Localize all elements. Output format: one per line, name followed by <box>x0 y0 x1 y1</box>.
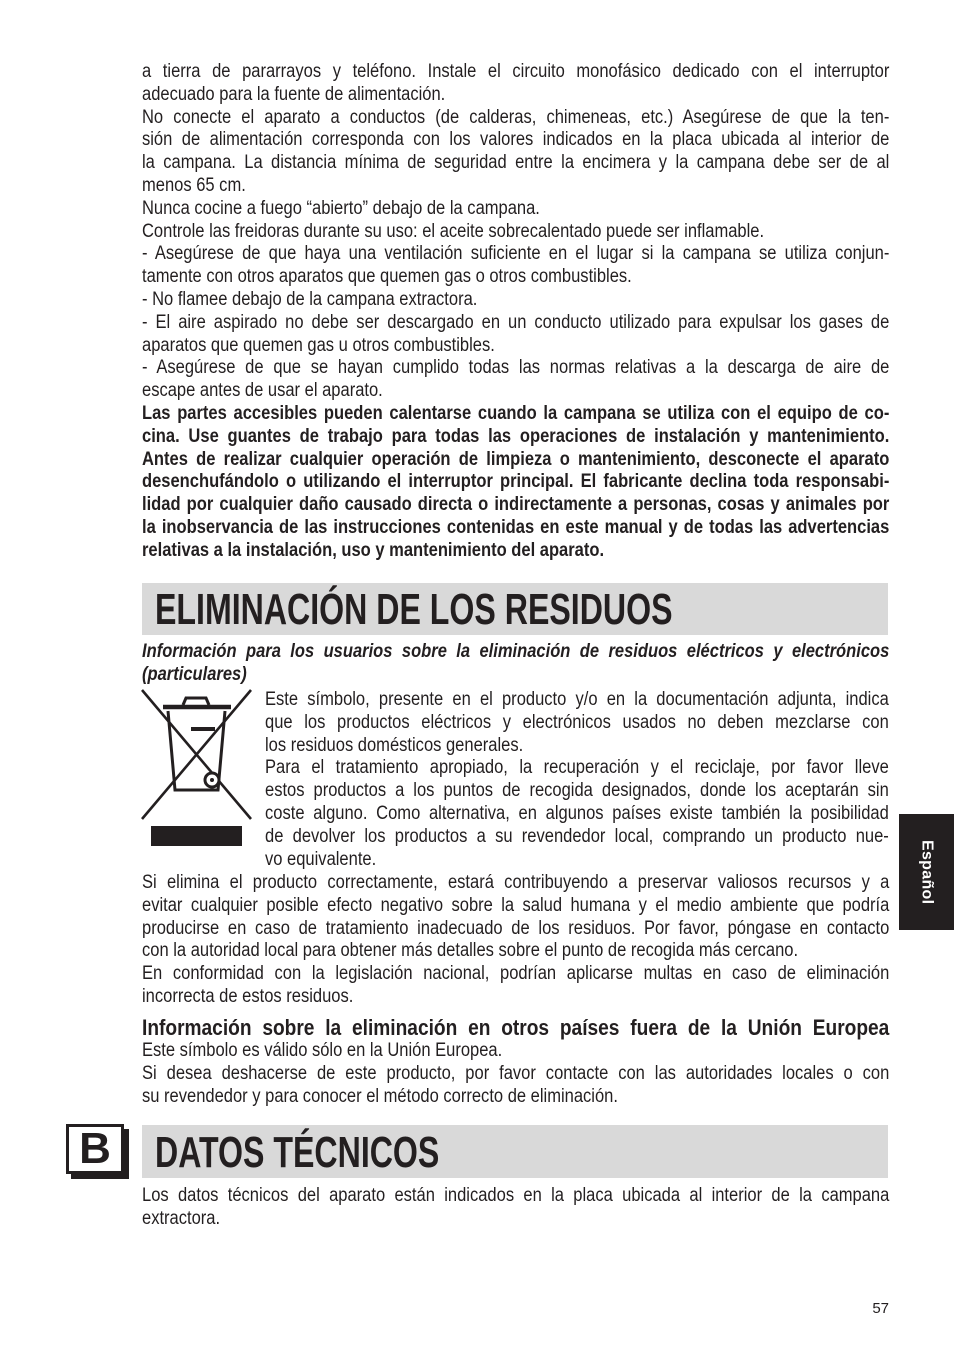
symbol-description <box>265 689 889 871</box>
disposal-subheading <box>142 641 889 687</box>
subheading-line: (particulares) <box>142 663 247 685</box>
text-line: a tierra de pararrayos y teléfono. Instale el circuito monofásico dedicado con el interruptor <box>142 61 890 82</box>
section-heading-bar <box>142 1125 888 1178</box>
text-line: Si elimina el producto correctamente, estará contribuyendo a preservar valiosos recursos y a <box>142 872 890 893</box>
text-line: - Asegúrese de que haya una ventilación suficiente en el lugar si la campana se utiliza conjun- <box>142 243 890 265</box>
language-tab-label: Español <box>918 839 936 905</box>
text-line: que los productos eléctricos y electrónicos usados no deben mezclarse con <box>265 711 889 733</box>
intro-section <box>142 61 889 563</box>
text-line: - Asegúrese de que se hayan cumplido todas las normas relativas a la descarga de aire de <box>142 357 890 379</box>
text-line: Si desea deshacerse de este producto, por favor contacte con las autoridades locales o con <box>142 1062 890 1084</box>
non-eu-heading <box>142 1016 889 1040</box>
text-line: Este símbolo es válido sólo en la Unión Europea. <box>142 1040 503 1061</box>
section-heading: DATOS TÉCNICOS <box>155 1128 440 1177</box>
text-line: estos productos a los puntos de recogida designados, donde los aceptarán sin <box>265 780 889 802</box>
technical-body <box>142 1185 889 1231</box>
subheading-line: Información para los usuarios sobre la eliminación de residuos eléctricos y electrónicos <box>142 641 890 662</box>
text-line: Nunca cocine a fuego “abierto” debajo de la campana. <box>142 197 540 219</box>
text-line: vo equivalente. <box>265 848 377 870</box>
text-line: evitar cualquier posible efecto negativo sobre la salud humana y el medio ambiente que podría <box>142 894 890 916</box>
section-marker-badge: B <box>66 1124 124 1174</box>
text-line: su revendedor y para conocer el método correcto de eliminación. <box>142 1085 618 1107</box>
text-line: adecuado para la fuente de alimentación. <box>142 83 446 105</box>
text-line: Controle las freidoras durante su uso: el aceite sobrecalentado puede ser inflamable. <box>142 220 765 242</box>
text-line: sión de alimentación corresponda con los valores indicados en la placa ubicada al interior de <box>142 129 890 151</box>
non-eu-body <box>142 1040 889 1108</box>
disposal-body <box>142 872 889 1009</box>
warning-text-line: la inobservancia de las instrucciones contenidas en este manual y de todas las advertencias <box>142 516 890 538</box>
subheading-line: Información sobre la eliminación en otros países fuera de la Unión Europea <box>142 1015 890 1040</box>
section-heading-bar <box>142 583 888 635</box>
warning-text-line: relativas a la instalación, uso y mantenimiento del aparato. <box>142 539 605 561</box>
language-tab <box>899 814 954 930</box>
text-line: Este símbolo, presente en el producto y/o en la documentación adjunta, indica <box>265 689 889 710</box>
text-line: menos 65 cm. <box>142 174 246 196</box>
warning-text-line: lidad por cualquier daño causado directa o indirectamente a personas, cosas y animales por <box>142 494 890 516</box>
page-number: 57 <box>872 1300 889 1317</box>
text-line: escape antes de usar el aparato. <box>142 380 383 402</box>
section-heading: ELIMINACIÓN DE LOS RESIDUOS <box>155 585 673 634</box>
text-line: con la autoridad local para obtener más detalles sobre el punto de recogida más cercano. <box>142 940 799 962</box>
text-line: - El aire aspirado no debe ser descargado en un conducto utilizado para expulsar los gases de <box>142 311 890 333</box>
warning-text-line: desenchufándolo o utilizando el interruptor principal. El fabricante declina toda responsabi- <box>142 471 890 493</box>
text-line: producirse en caso de tratamiento inadecuado de los residuos. Por favor, póngase en contacto <box>142 917 890 939</box>
text-line: Los datos técnicos del aparato están indicados en la placa ubicada al interior de la campana <box>142 1185 890 1206</box>
text-line: Para el tratamiento apropiado, la recuperación y el reciclaje, por favor lleve <box>265 757 889 779</box>
text-line: incorrecta de estos residuos. <box>142 985 354 1007</box>
text-line: aparatos que quemen gas u otros combustibles. <box>142 334 495 356</box>
text-line: los residuos domésticos generales. <box>265 734 524 756</box>
warning-text-line: Antes de realizar cualquier operación de limpieza o mantenimiento, desconecte el aparato <box>142 448 890 470</box>
warning-text-line: cina. Use guantes de trabajo para todas las operaciones de instalación y mantenimiento. <box>142 425 890 447</box>
warning-text-line: Las partes accesibles pueden calentarse cuando la campana se utiliza con el equipo de co- <box>142 402 890 424</box>
text-line: la campana. La distancia mínima de seguridad entre la encimera y la campana debe ser de al <box>142 152 890 174</box>
text-line: - No flamee debajo de la campana extractora. <box>142 288 478 310</box>
weee-crossed-out-wheelie-bin-icon <box>138 686 256 850</box>
text-line: extractora. <box>142 1207 221 1229</box>
text-line: No conecte el aparato a conductos (de calderas, chimeneas, etc.) Asegúrese de que la ten- <box>142 106 890 128</box>
text-line: coste alguno. Como alternativa, en algunos países existe también la posibilidad <box>265 802 889 824</box>
text-line: de devolver los productos a su revendedor local, comprando un producto nue- <box>265 825 889 847</box>
text-line: tamente con otros aparatos que quemen gas o otros combustibles. <box>142 266 632 288</box>
text-line: En conformidad con la legislación nacional, podrían aplicarse multas en caso de eliminación <box>142 963 890 985</box>
